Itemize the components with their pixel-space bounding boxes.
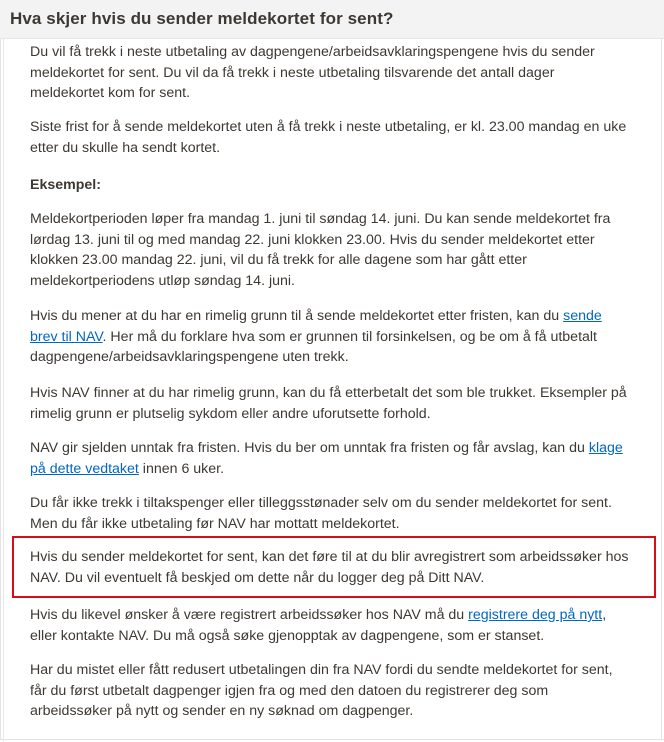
paragraph-exceptions: [30, 438, 642, 479]
paragraph-reasonable-cause: [30, 306, 642, 368]
text-line: eller kontakte NAV. Du må også søke gjenopptak av dagpengene, som er stanset.: [30, 627, 545, 644]
text-line: Du vil få trekk i neste utbetaling av dagpengene/arbeidsavklaringspengene hvis du sender: [30, 44, 595, 60]
page-title: Hva skjer hvis du sender meldekortet for sent?: [10, 9, 394, 28]
paragraph-reduced-payment: [30, 660, 642, 722]
section-header: [0, 0, 664, 39]
text-line: Hvis NAV finner at du har rimelig grunn, kan du få etterbetalt det som ble trukket. Eksempler på: [30, 385, 627, 401]
paragraph-deduction: [30, 42, 642, 104]
paragraph-deregistration: [30, 547, 642, 588]
paragraph-example: [30, 209, 642, 291]
text-line: [30, 459, 642, 480]
bottom-divider: [0, 739, 664, 740]
left-divider: [3, 38, 4, 742]
text-line: rimelig grunn er plutselig sykdom eller andre uforutsette forhold.: [30, 405, 431, 422]
text-line: NAV. Du vil eventuelt få beskjed om dette når du logger deg på Ditt NAV.: [30, 569, 485, 586]
text-line: meldekortet kom for sent.: [30, 85, 191, 101]
text-line: [30, 605, 642, 626]
example-heading: Eksempel:: [30, 177, 101, 193]
register-again-link[interactable]: registrere deg på nytt: [468, 607, 603, 623]
paragraph-deadline: [30, 117, 642, 158]
appeal-link[interactable]: på dette vedtaket: [30, 460, 139, 477]
text-line: dagpengene/arbeidsavklaringspengene uten trekk.: [30, 349, 349, 365]
text-span: Hvis du likevel ønsker å være registrert arbeidssøker hos NAV må du: [30, 607, 469, 623]
text-span: NAV gir sjelden unntak fra fristen. Hvis du ber om unntak fra fristen og får avslag, kan du: [30, 440, 589, 456]
text-line: Du får ikke trekk i tiltakspenger eller tilleggsstønader selv om du sender meldekortet for sent.: [30, 495, 612, 511]
text-span: innen 6 uker.: [138, 460, 225, 477]
paragraph-reregister: [30, 605, 642, 646]
text-line: arbeidssøker på nytt og sender en ny søknad om dagpenger.: [30, 703, 414, 719]
text-line: Men du får ikke utbetaling før NAV har mottatt meldekortet.: [30, 515, 400, 532]
text-line: får du først utbetalt dagpenger igjen fra og med den datoen du registrerer deg som: [30, 682, 549, 699]
appeal-link[interactable]: klage: [588, 440, 623, 456]
text-line: [30, 438, 642, 459]
text-line: Siste frist for å sende meldekortet uten å få trekk i neste utbetaling, er kl. 23.00 mandag en uke: [30, 119, 627, 135]
text-line: etter du skulle ha sendt kortet.: [30, 139, 221, 156]
text-span: . Her må du forklare hva som er grunnen til forsinkelsen, og be om å få utbetalt: [102, 328, 597, 345]
text-line: Meldekortperioden løper fra mandag 1. juni til søndag 14. juni. Du kan sende meldekortet fra: [30, 211, 611, 227]
paragraph-no-deduction: [30, 493, 642, 534]
text-line: Har du mistet eller fått redusert utbetalingen din fra NAV fordi du sendte meldekortet for sent,: [30, 662, 613, 678]
text-line: lørdag 13. juni til og med mandag 22. juni klokken 23.00. Hvis du sender meldekortet etter: [30, 231, 595, 248]
text-line: meldekortperiodens utløp søndag 14. juni.: [30, 272, 295, 289]
send-letter-link[interactable]: brev til NAV: [30, 328, 103, 345]
text-span: Hvis du mener at du har en rimelig grunn til å sende meldekortet etter fristen, kan du: [30, 308, 564, 324]
text-line: klokken 23.00 mandag 22. juni, vil du få trekk for alle dagene som har gått etter: [30, 252, 527, 268]
text-line: [30, 327, 642, 348]
text-line: [30, 306, 642, 327]
paragraph-back-payment: [30, 383, 642, 424]
text-line: meldekortet for sent. Du vil da få trekk i neste utbetaling tilsvarende det antall dager: [30, 64, 555, 81]
text-line: Hvis du sender meldekortet for sent, kan det føre til at du blir avregistrert som arbeidssøker hos: [30, 549, 629, 565]
text-span: ,: [602, 607, 607, 623]
send-letter-link[interactable]: sende: [563, 308, 602, 324]
